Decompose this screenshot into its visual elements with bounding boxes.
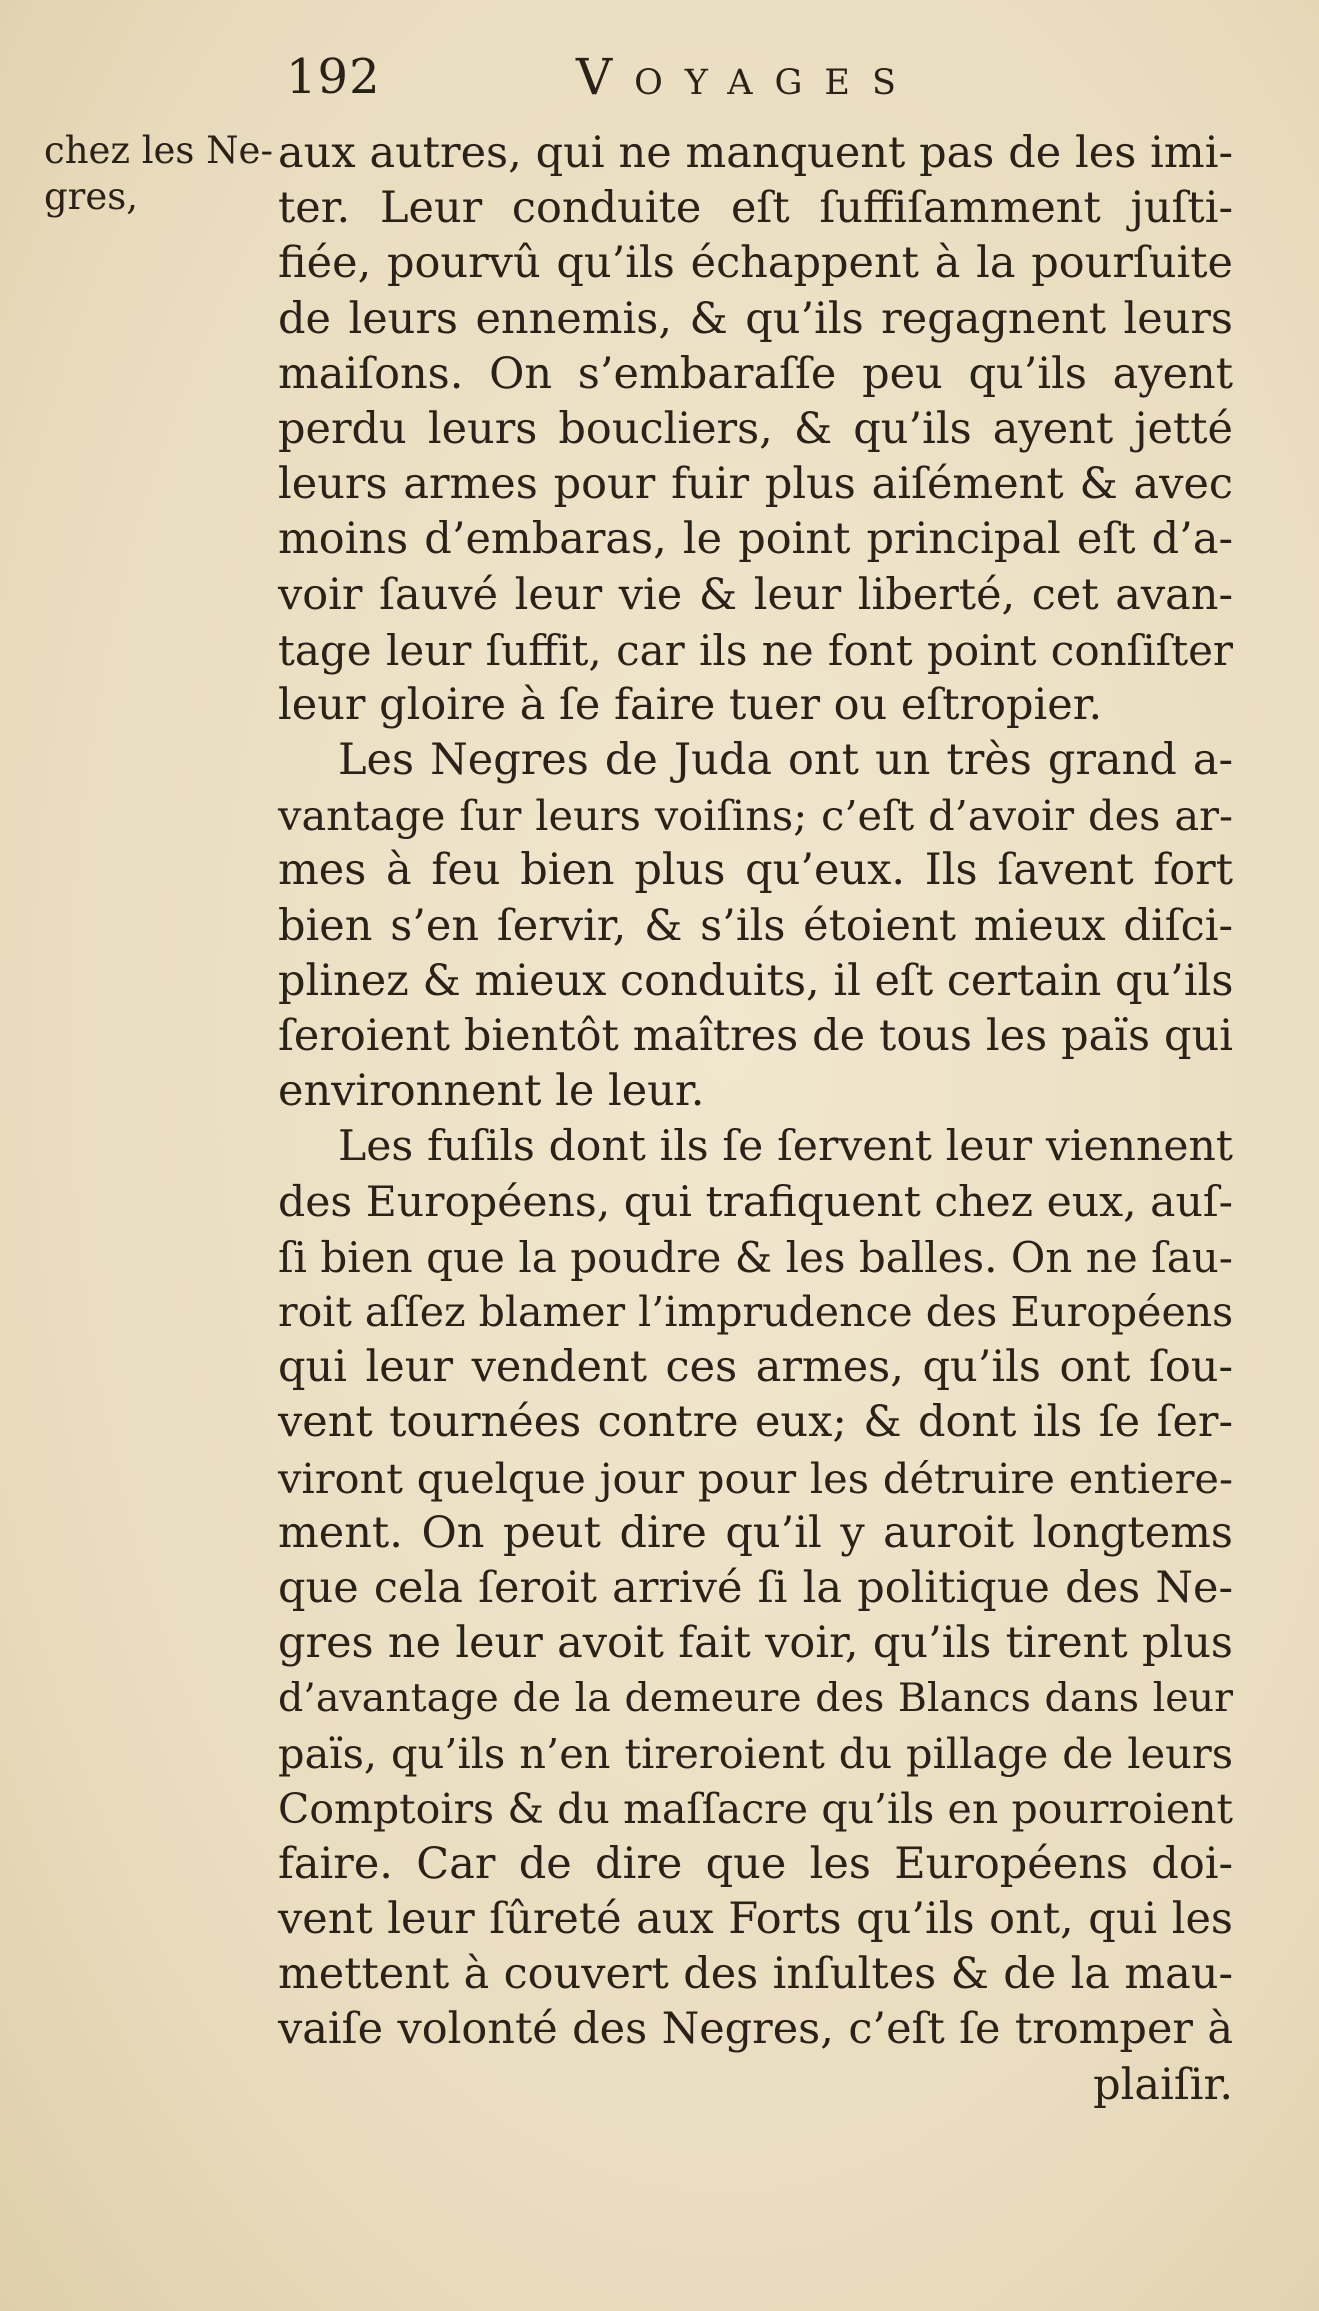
text-line: aux autres, qui ne manquent pas de les imi- — [278, 128, 1233, 178]
text-line: viront quelque jour pour les détruire entiere- — [278, 1453, 1233, 1503]
text-line: moins d’embaras, le point principal eſt d’a- — [278, 514, 1233, 565]
text-line: qui leur vendent ces armes, qu’ils ont ſou- — [278, 1342, 1233, 1393]
text-line: vaiſe volonté des Negres, c’eſt ſe tromper à — [278, 2004, 1233, 2055]
text-line: roit aſſez blamer l’imprudence des Européens — [278, 1287, 1234, 1336]
text-line: ter. Leur conduite eſt ſuffiſamment juſti- — [278, 183, 1233, 234]
text-line: leur gloire à ſe faire tuer ou eſtropier. — [278, 679, 1103, 730]
catchword: plaiſir. — [1093, 2059, 1233, 2110]
text-line: mes à feu bien plus qu’eux. Ils ſavent fort — [278, 845, 1233, 896]
text-line: ſeroient bientôt maîtres de tous les païs qui — [278, 1011, 1233, 1061]
text-line: vent tournées contre eux; & dont ils ſe ſer- — [278, 1397, 1233, 1448]
text-line: vent leur ſûreté aux Forts qu’ils ont, qui les — [278, 1894, 1233, 1944]
text-line: maiſons. On s’embaraſſe peu qu’ils ayent — [278, 348, 1233, 399]
text-line: des Européens, qui trafiquent chez eux, auſ- — [278, 1177, 1233, 1227]
text-line: païs, qu’ils n’en tireroient du pillage de leurs — [278, 1729, 1233, 1779]
margin-note — [44, 128, 274, 220]
page-number: 192 — [286, 49, 381, 105]
text-line: ſi bien que la poudre & les balles. On ne ſau- — [278, 1232, 1233, 1282]
text-line: gres ne leur avoit fait voir, qu’ils tirent plus — [278, 1618, 1233, 1669]
page-header — [286, 42, 986, 112]
margin-note-line: chez les Ne- — [44, 129, 273, 172]
body-text — [278, 126, 1233, 2113]
text-line: plinez & mieux conduits, il eſt certain qu’ils — [278, 955, 1234, 1006]
text-line: environnent le leur. — [278, 1066, 705, 1117]
text-line: Les Negres de Juda ont un très grand a- — [338, 735, 1233, 786]
text-line: voir ſauvé leur vie & leur liberté, cet avan- — [278, 569, 1233, 620]
text-line: vantage ſur leurs voiſins; c’eſt d’avoir des ar- — [278, 791, 1233, 841]
text-line: ment. On peut dire qu’il y auroit longtems — [278, 1507, 1233, 1558]
text-line: Les fuſils dont ils ſe ſervent leur viennent — [338, 1122, 1233, 1172]
text-line: tage leur ſuffit, car ils ne font point conſiſter — [278, 625, 1233, 675]
text-line: leurs armes pour fuir plus aiſément & avec — [278, 459, 1233, 510]
running-title: Voyages — [576, 48, 918, 106]
text-line: de leurs ennemis, & qu’ils regagnent leurs — [278, 293, 1233, 344]
text-line: mettent à couvert des inſultes & de la mau- — [278, 1949, 1233, 2000]
text-line: Comptoirs & du maſſacre qu’ils en pourroient — [278, 1784, 1233, 1833]
text-line: que cela ſeroit arrivé ſi la politique des Ne- — [278, 1562, 1233, 1613]
text-line: perdu leurs boucliers, & qu’ils ayent jetté — [278, 403, 1233, 454]
text-line: faire. Car de dire que les Européens doi- — [278, 1838, 1233, 1889]
text-line: bien s’en ſervir, & s’ils étoient mieux diſci- — [278, 900, 1233, 951]
margin-note-line: gres, — [44, 175, 139, 218]
text-line: d’avantage de la demeure des Blancs dans leur — [278, 1675, 1233, 1722]
text-line: fiée, pourvû qu’ils échappent à la pourſuite — [278, 238, 1233, 289]
